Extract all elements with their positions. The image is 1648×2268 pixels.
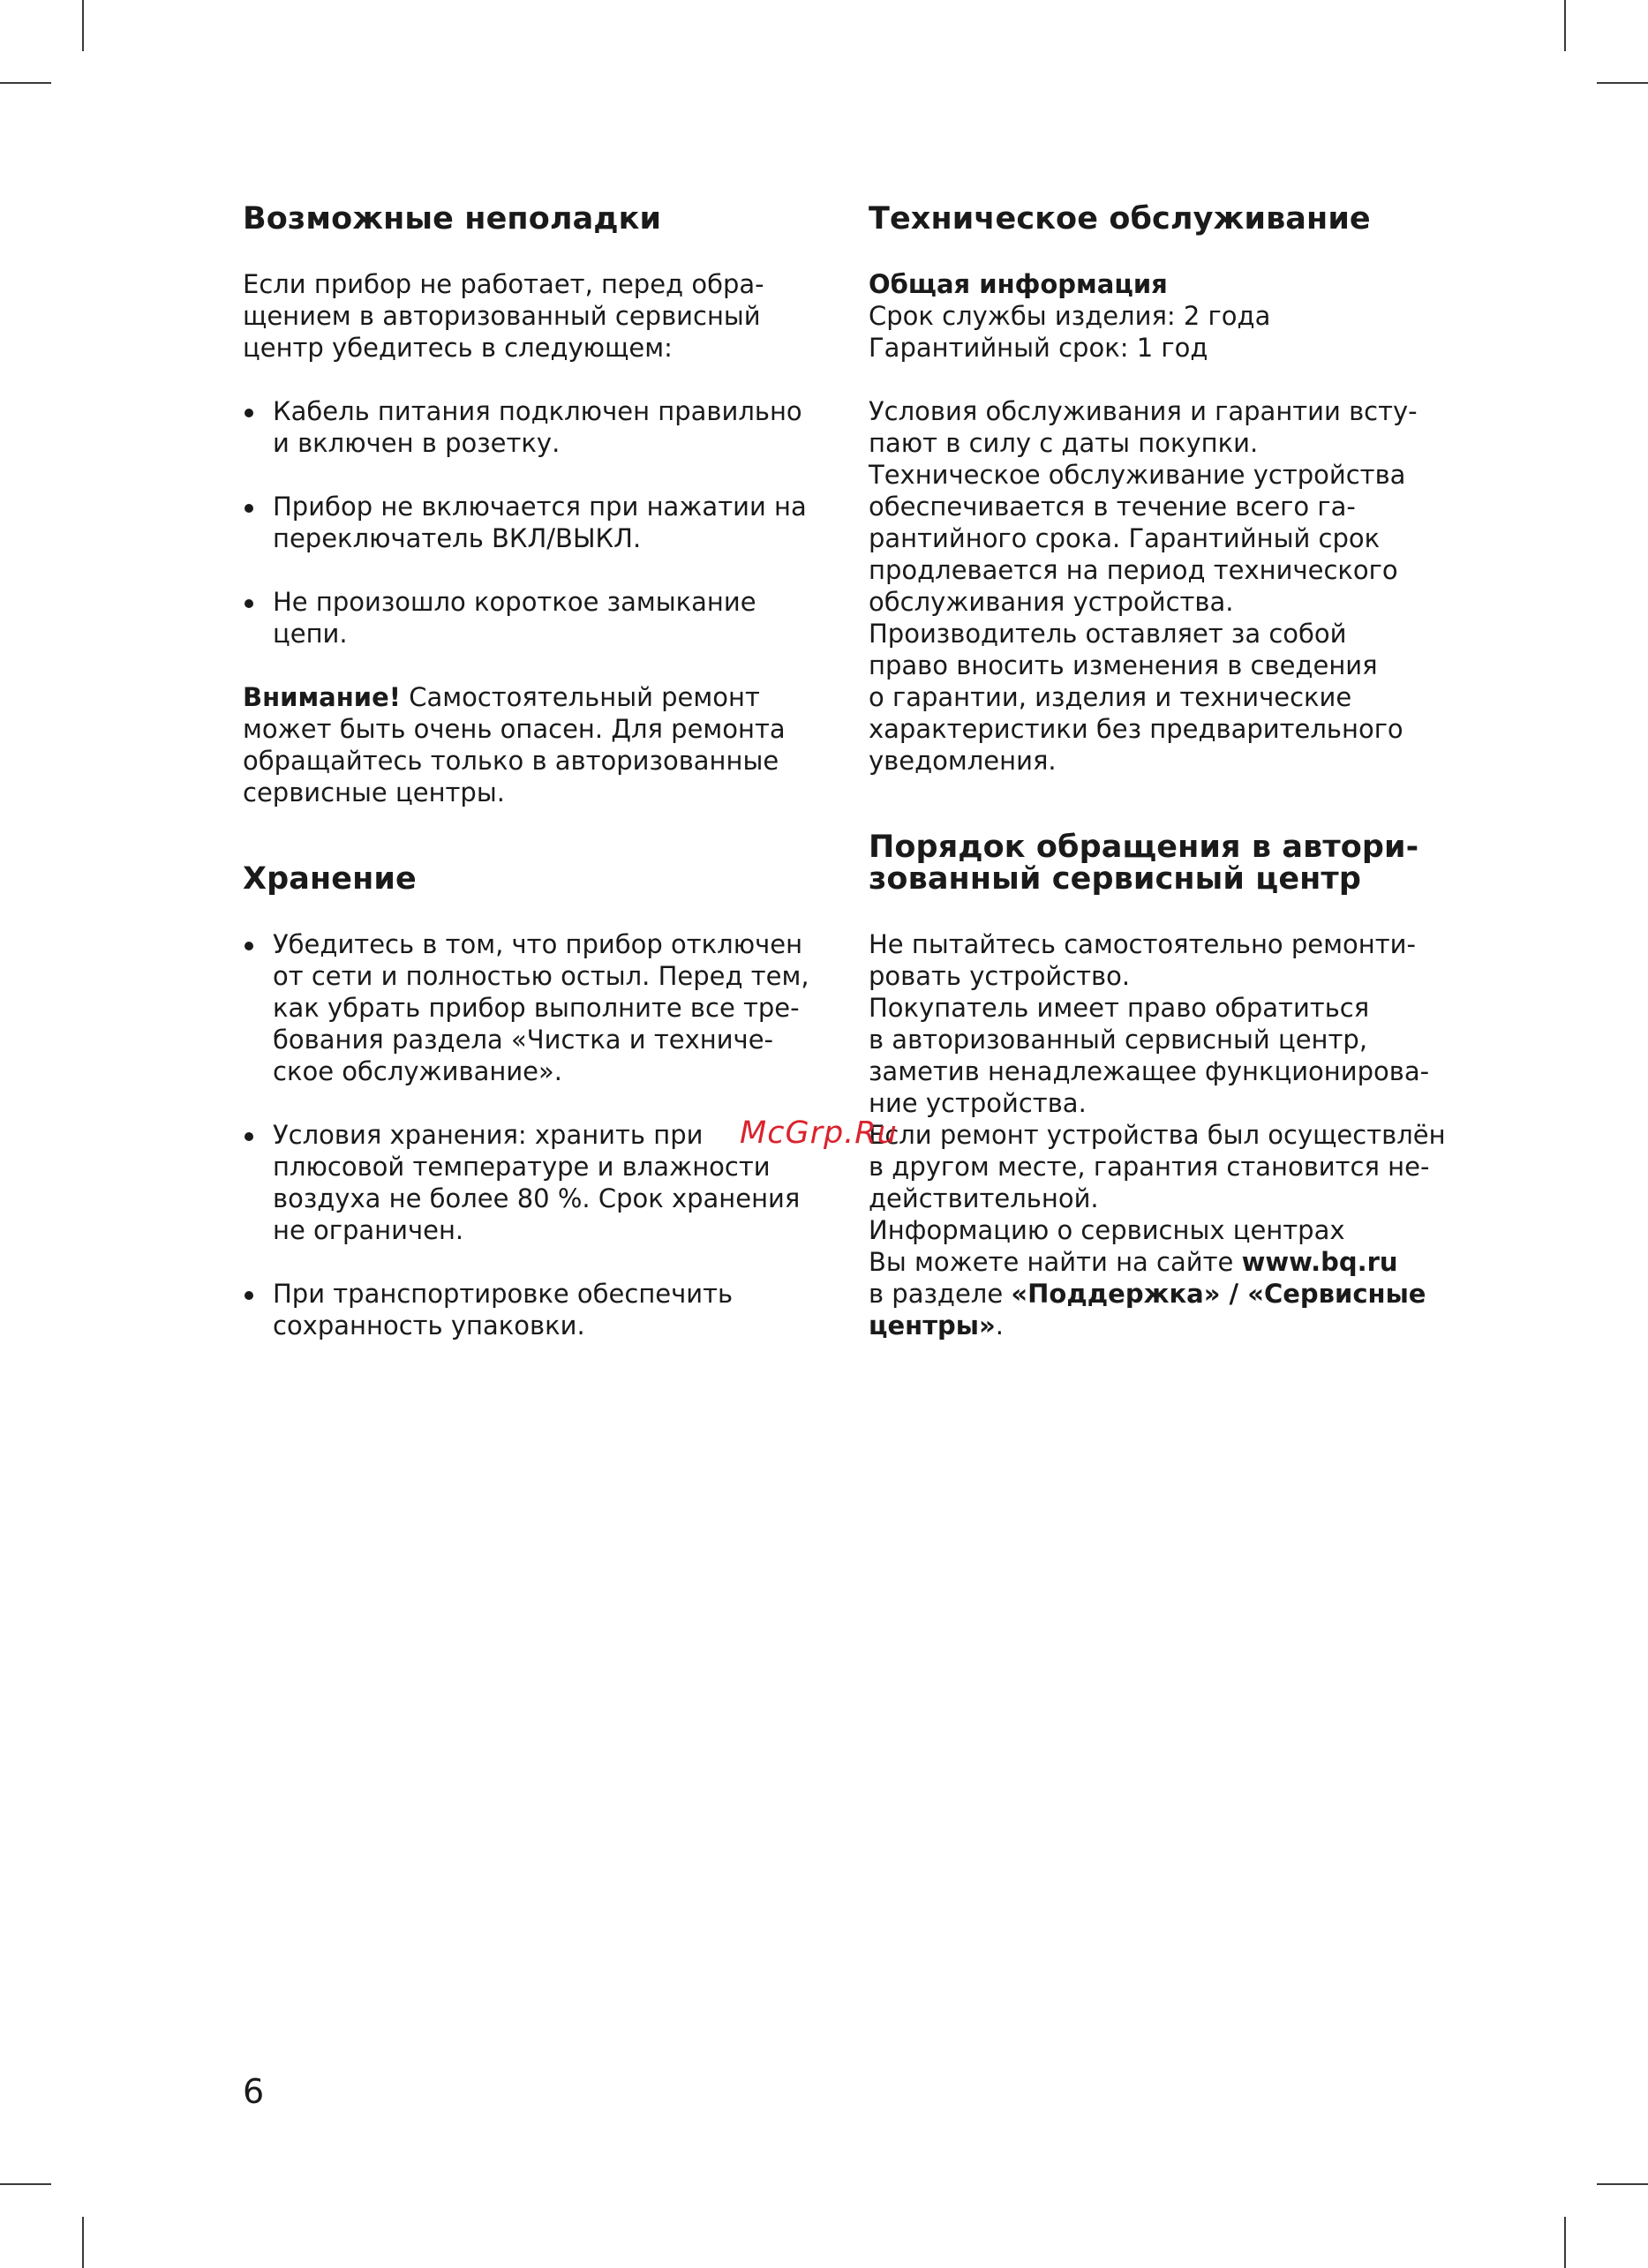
crop-mark xyxy=(0,82,51,84)
troubleshooting-title: Возможные неполадки xyxy=(243,201,662,237)
bullet-icon xyxy=(245,504,253,513)
service-procedure-title: Порядок обращения в автори- зованный сервисный центр xyxy=(869,830,1419,897)
crop-mark xyxy=(1597,82,1648,84)
service-site-line: Вы можете найти на сайте www.bq.ru xyxy=(869,1247,1398,1277)
maintenance-body: Условия обслуживания и гарантии всту- пают в силу с даты покупки. Техническое обслуживание устройства обеспечивается в течение всего га- рантийного срока. Гарантийный срок продлевается на период технического обслуживания устройства. Производитель оставляет за собой право вносить изменения в сведения о гарантии, изделия и технические характеристики без предварительного уведомления. xyxy=(869,396,1418,776)
bullet-icon xyxy=(245,1132,253,1141)
maintenance-section xyxy=(869,203,1469,777)
service-procedure-section xyxy=(869,831,1469,1341)
bullet-icon xyxy=(245,409,253,417)
list-item: Убедитесь в том, что прибор отключен от сети и полностью остыл. Перед тем, как убрать прибор выполните все тре- бования раздела «Чистка и техниче- ское обслуживание». xyxy=(243,928,878,1087)
crop-mark xyxy=(82,2217,84,2268)
bullet-icon xyxy=(245,599,253,608)
page-number: 6 xyxy=(243,2072,265,2111)
watermark: McGrp.Ru xyxy=(740,1115,898,1151)
crop-mark xyxy=(1564,0,1566,51)
troubleshooting-section xyxy=(243,203,878,808)
crop-mark xyxy=(1564,2217,1566,2268)
list-item: Не произошло короткое замыкание цепи. xyxy=(243,586,878,650)
storage-section xyxy=(243,863,878,1341)
maintenance-title: Техническое обслуживание xyxy=(869,201,1371,237)
bullet-icon xyxy=(245,1291,253,1300)
crop-mark xyxy=(82,0,84,51)
troubleshooting-intro: Если прибор не работает, перед обра- щением в авторизованный сервисный центр убедитесь в следующем: xyxy=(243,269,764,363)
warranty-period: Гарантийный срок: 1 год xyxy=(869,333,1208,363)
troubleshooting-list xyxy=(243,395,878,650)
left-column xyxy=(243,203,878,1341)
right-column xyxy=(869,203,1469,1341)
list-item: Прибор не включается при нажатии на переключатель ВКЛ/ВЫКЛ. xyxy=(243,491,878,554)
site-link[interactable]: www.bq.ru xyxy=(1241,1247,1398,1277)
warning-paragraph xyxy=(243,681,878,808)
warning-text: Самостоятельный ремонт может быть очень опасен. Для ремонта обращайтесь только в авторизованные сервисные центры. xyxy=(243,682,786,807)
warning-label: Внимание! xyxy=(243,682,401,712)
list-item: При транспортировке обеспечить сохранность упаковки. xyxy=(243,1278,878,1341)
list-item: Кабель питания подключен правильно и включен в розетку. xyxy=(243,395,878,459)
storage-title: Хранение xyxy=(243,861,417,897)
service-procedure-body: Не пытайтесь самостоятельно ремонти- ровать устройство. Покупатель имеет право обратиться в авторизованный сервисный центр, заметив ненадлежащее функционирова- ние устройства. Если ремонт устройства был осуществлён в другом месте, гарантия становится не- действительной. Информацию о сервисных центрах xyxy=(869,929,1446,1245)
bullet-icon xyxy=(245,942,253,950)
service-life: Срок службы изделия: 2 года xyxy=(869,301,1271,331)
crop-mark xyxy=(1597,2183,1648,2185)
general-info-label: Общая информация xyxy=(869,269,1168,299)
list-item: Условия хранения: хранить при плюсовой температуре и влажности воздуха не более 80 %. Срок хранения не ограничен. xyxy=(243,1119,878,1246)
service-section-line: в разделе «Поддержка» / «Сервисные центры». xyxy=(869,1279,1426,1341)
support-section-name: «Поддержка» / «Сервисные центры» xyxy=(869,1279,1426,1341)
crop-mark xyxy=(0,2183,51,2185)
